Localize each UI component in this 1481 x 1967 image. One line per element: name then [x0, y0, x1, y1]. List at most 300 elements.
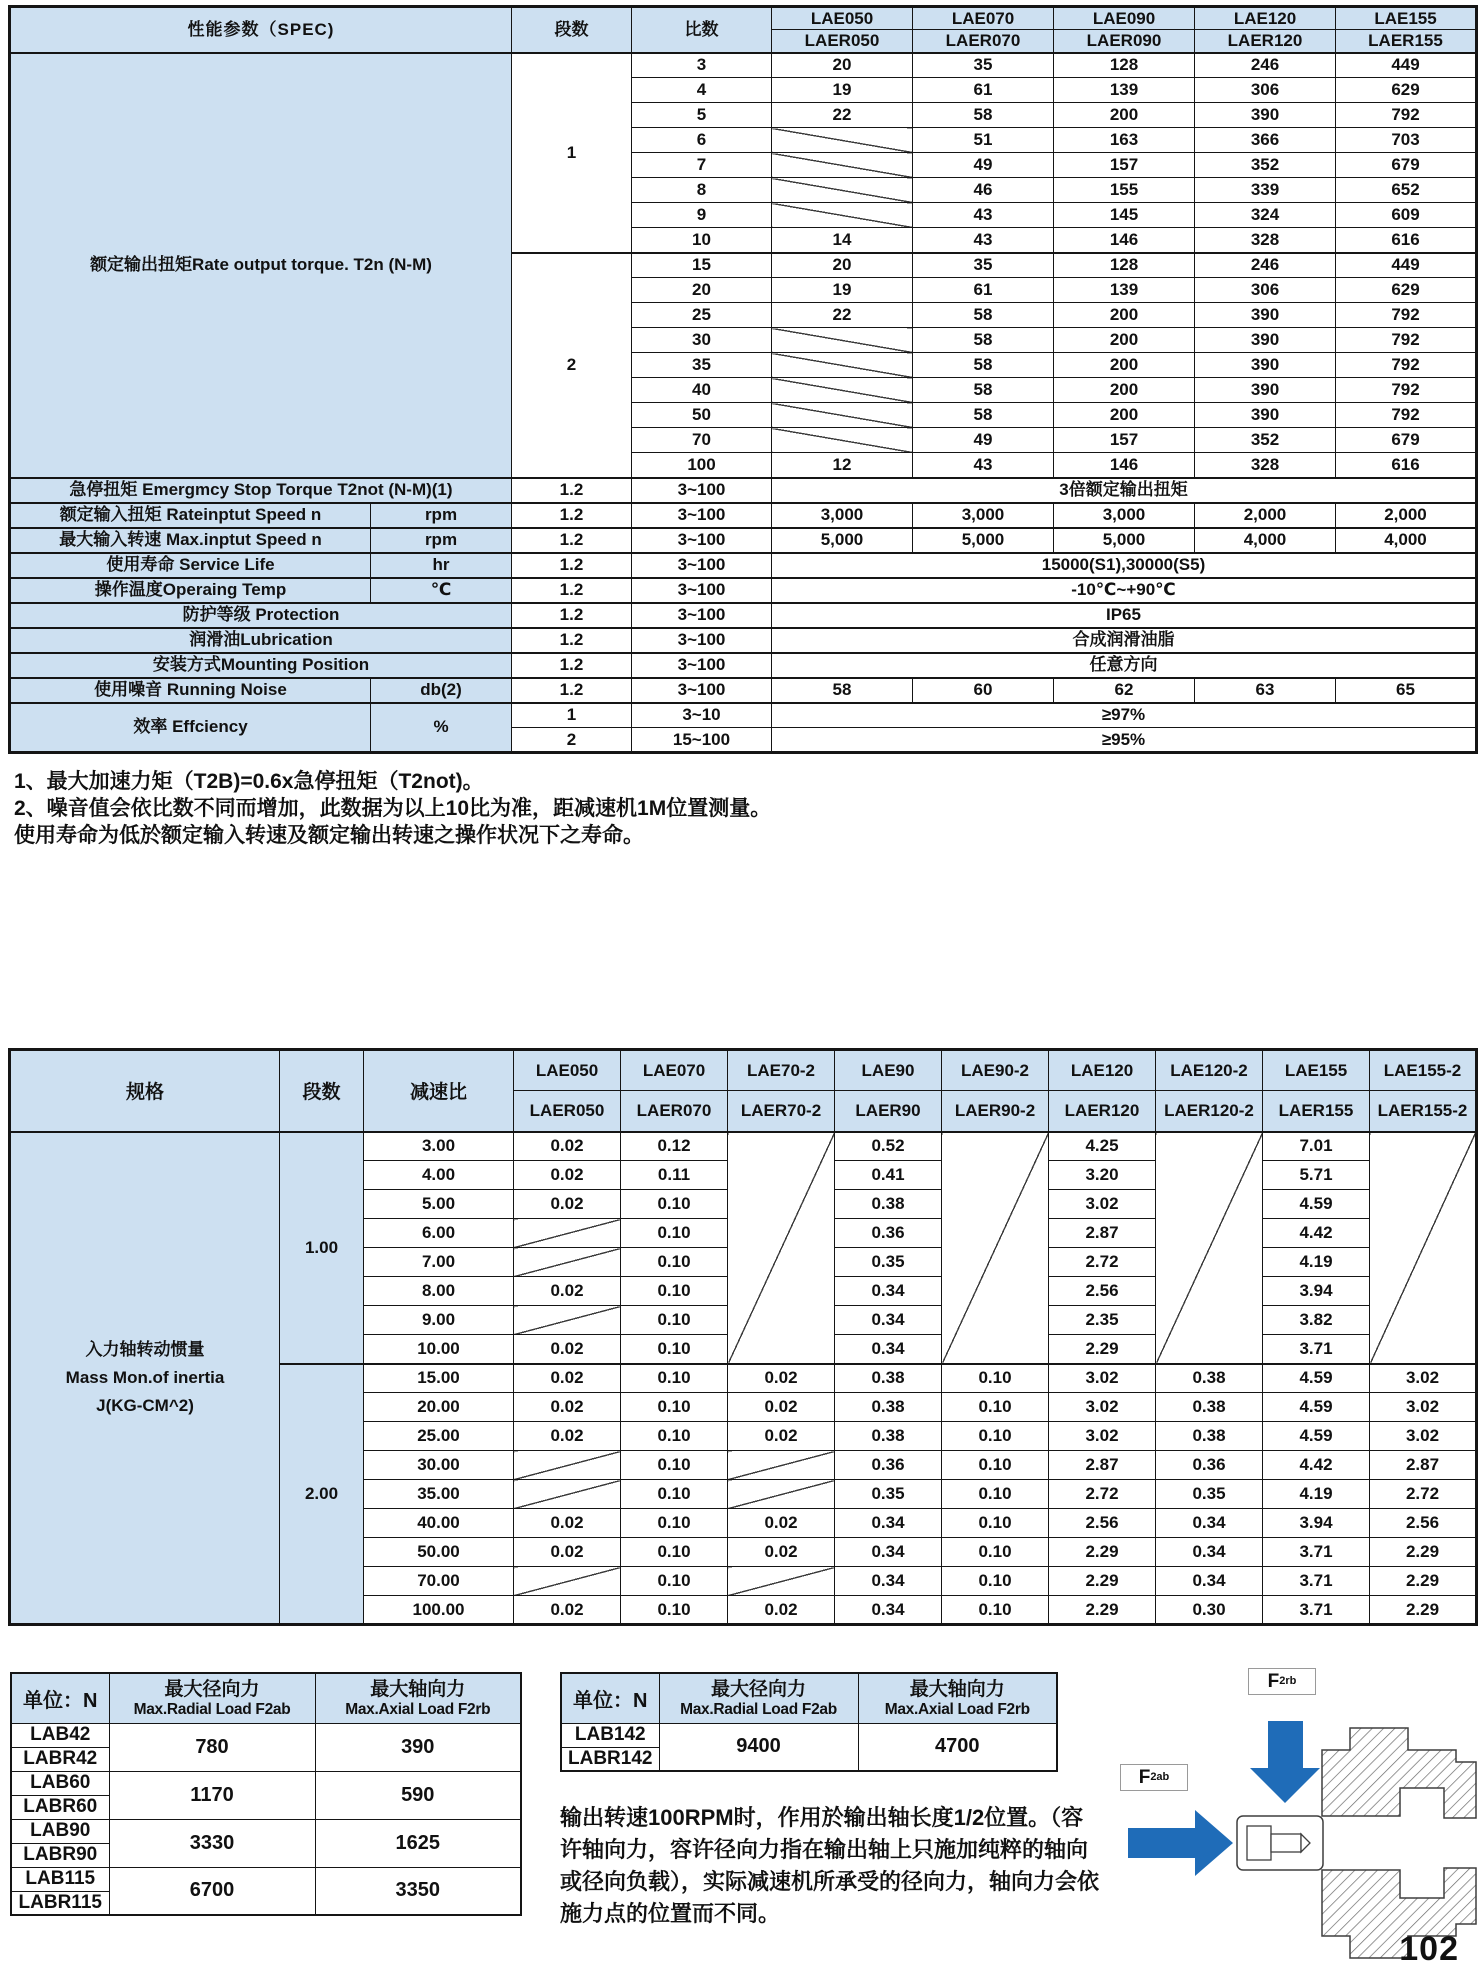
torque-value: 449 [1336, 253, 1477, 278]
inertia-value: 0.02 [514, 1538, 621, 1567]
spec-row [10, 628, 1477, 653]
inertia-value: 0.10 [942, 1538, 1049, 1567]
force-diagram [1100, 1638, 1481, 1967]
empty-slash-cell [728, 1567, 835, 1596]
inertia-value: 0.34 [835, 1277, 942, 1306]
unit-header: 单位：N [11, 1673, 109, 1723]
model-header: LAE155-2 [1370, 1050, 1477, 1091]
ratio-value: 35 [632, 353, 772, 378]
radial-axial-load-table-small [10, 1672, 522, 1916]
torque-value: 792 [1336, 403, 1477, 428]
ratio-value: 3~100 [632, 628, 772, 653]
torque-value: 609 [1336, 203, 1477, 228]
torque-value: 616 [1336, 228, 1477, 253]
torque-value: 58 [913, 403, 1054, 428]
torque-value: 58 [913, 303, 1054, 328]
model-header: LAER120 [1195, 30, 1336, 53]
spec-row [10, 478, 1477, 503]
inertia-label-line: Mass Mon.of inertia [65, 1367, 225, 1387]
torque-value: 352 [1195, 153, 1336, 178]
load-header-row [11, 1673, 521, 1723]
inertia-value: 0.10 [942, 1509, 1049, 1538]
inertia-value: 0.02 [514, 1132, 621, 1161]
inertia-value: 3.02 [1370, 1364, 1477, 1393]
torque-value: 390 [1195, 303, 1336, 328]
model-name: LABR60 [11, 1795, 109, 1819]
empty-slash-cell [772, 178, 913, 203]
stage-value: 1.00 [280, 1132, 364, 1364]
ratio-column-header: 比数 [632, 7, 772, 53]
torque-value: 366 [1195, 128, 1336, 153]
model-name: LAB142 [561, 1723, 659, 1747]
torque-value: 390 [1195, 103, 1336, 128]
torque-value: 19 [772, 78, 913, 103]
inertia-value: 0.38 [835, 1190, 942, 1219]
torque-value: 200 [1054, 103, 1195, 128]
inertia-row [10, 1132, 1477, 1161]
inertia-value: 0.35 [835, 1248, 942, 1277]
inertia-value: 3.71 [1263, 1596, 1370, 1625]
inertia-value: 0.52 [835, 1132, 942, 1161]
inertia-value: 0.34 [835, 1538, 942, 1567]
torque-value: 58 [913, 103, 1054, 128]
f2rb-label [1248, 1668, 1316, 1695]
f2rb-label-sub: 2rb [1279, 1675, 1297, 1687]
empty-slash-cell [772, 328, 913, 353]
shaft-bolt-head [1247, 1826, 1271, 1860]
stage-value: 1.2 [512, 528, 632, 553]
ratio-value: 9.00 [364, 1306, 514, 1335]
inertia-value: 4.25 [1049, 1132, 1156, 1161]
empty-slash-cell [728, 1132, 835, 1364]
spec-value: 3,000 [772, 503, 913, 528]
inertia-value: 2.29 [1370, 1567, 1477, 1596]
axial-load-value: 390 [315, 1723, 521, 1771]
model-name: LAB115 [11, 1867, 109, 1891]
inertia-value: 4.59 [1263, 1393, 1370, 1422]
ratio-value: 3~100 [632, 653, 772, 678]
inertia-value: 0.02 [514, 1393, 621, 1422]
header-zh: 最大径向力 [710, 1678, 806, 1700]
inertia-value: 0.35 [1156, 1480, 1263, 1509]
inertia-value: 2.87 [1370, 1451, 1477, 1480]
inertia-value: 0.10 [621, 1480, 728, 1509]
empty-slash-cell [772, 128, 913, 153]
inertia-value: 3.71 [1263, 1335, 1370, 1364]
torque-value: 652 [1336, 178, 1477, 203]
inertia-value: 0.10 [621, 1451, 728, 1480]
radial-load-value: 780 [109, 1723, 315, 1771]
torque-value: 339 [1195, 178, 1336, 203]
spec-value: 5,000 [1054, 528, 1195, 553]
torque-value: 200 [1054, 328, 1195, 353]
ratio-value: 5.00 [364, 1190, 514, 1219]
inertia-value: 0.10 [621, 1190, 728, 1219]
inertia-value: 0.02 [728, 1393, 835, 1422]
inertia-value: 0.02 [514, 1596, 621, 1625]
torque-value: 20 [772, 53, 913, 78]
empty-slash-cell [728, 1480, 835, 1509]
unit-cell: rpm [371, 528, 512, 553]
torque-value: 49 [913, 153, 1054, 178]
unit-cell: rpm [371, 503, 512, 528]
model-header: LAER120 [1049, 1091, 1156, 1132]
inertia-value: 2.29 [1049, 1596, 1156, 1625]
inertia-value: 0.38 [835, 1364, 942, 1393]
ratio-value: 25 [632, 303, 772, 328]
axial-load-value: 1625 [315, 1819, 521, 1867]
inertia-value: 0.02 [728, 1422, 835, 1451]
torque-value: 679 [1336, 428, 1477, 453]
empty-slash-cell [772, 428, 913, 453]
torque-value: 352 [1195, 428, 1336, 453]
torque-value: 792 [1336, 103, 1477, 128]
ratio-value: 7.00 [364, 1248, 514, 1277]
inertia-value: 0.12 [621, 1132, 728, 1161]
ratio-value: 70.00 [364, 1567, 514, 1596]
ratio-value: 3.00 [364, 1132, 514, 1161]
inertia-value: 2.29 [1370, 1538, 1477, 1567]
spec-value: 2,000 [1195, 503, 1336, 528]
ratio-value: 4 [632, 78, 772, 103]
inertia-value: 2.56 [1370, 1509, 1477, 1538]
model-name: LABR42 [11, 1747, 109, 1771]
torque-value: 43 [913, 228, 1054, 253]
stage-column-header: 段数 [512, 7, 632, 53]
torque-value: 200 [1054, 403, 1195, 428]
spec-merged-value: ≥97% [772, 703, 1477, 728]
inertia-value: 0.38 [1156, 1364, 1263, 1393]
inertia-value: 4.59 [1263, 1422, 1370, 1451]
spec-header-row [10, 7, 1477, 30]
axial-load-header [315, 1673, 521, 1723]
inertia-value: 2.56 [1049, 1277, 1156, 1306]
inertia-value: 2.29 [1049, 1567, 1156, 1596]
torque-value: 163 [1054, 128, 1195, 153]
torque-value: 58 [913, 328, 1054, 353]
inertia-value: 0.02 [728, 1364, 835, 1393]
empty-slash-cell [514, 1248, 621, 1277]
spec-value: 2,000 [1336, 503, 1477, 528]
torque-value: 306 [1195, 278, 1336, 303]
empty-slash-cell [514, 1480, 621, 1509]
header-en: Max.Radial Load F2ab [680, 1700, 837, 1718]
inertia-value: 2.72 [1370, 1480, 1477, 1509]
inertia-value: 0.02 [728, 1509, 835, 1538]
torque-value: 20 [772, 253, 913, 278]
inertia-value: 3.02 [1370, 1393, 1477, 1422]
spec-row [10, 528, 1477, 553]
model-header: LAE90 [835, 1050, 942, 1091]
ratio-value: 25.00 [364, 1422, 514, 1451]
empty-slash-cell [1370, 1132, 1477, 1364]
spec-row [10, 553, 1477, 578]
inertia-value: 4.42 [1263, 1451, 1370, 1480]
model-header: LAER155 [1336, 30, 1477, 53]
spec-row [10, 653, 1477, 678]
inertia-value: 7.01 [1263, 1132, 1370, 1161]
inertia-value: 0.10 [942, 1364, 1049, 1393]
spec-merged-value: 合成润滑油脂 [772, 628, 1477, 653]
torque-value: 46 [913, 178, 1054, 203]
inertia-value: 0.10 [621, 1393, 728, 1422]
ratio-value: 35.00 [364, 1480, 514, 1509]
ratio-value: 3 [632, 53, 772, 78]
inertia-value: 4.59 [1263, 1190, 1370, 1219]
inertia-value: 0.10 [621, 1277, 728, 1306]
torque-section-label: 额定输出扭矩Rate output torque. T2n (N-M) [10, 53, 512, 478]
empty-slash-cell [772, 353, 913, 378]
ratio-value: 6.00 [364, 1219, 514, 1248]
stage-value: 1.2 [512, 628, 632, 653]
model-header: LAE090 [1054, 7, 1195, 30]
inertia-value: 4.19 [1263, 1248, 1370, 1277]
inertia-value: 2.29 [1049, 1538, 1156, 1567]
spec-value: 65 [1336, 678, 1477, 703]
model-header: LAE070 [621, 1050, 728, 1091]
ratio-value: 50 [632, 403, 772, 428]
f2ab-force-arrow-right-icon [1128, 1810, 1233, 1876]
model-header: LAER90 [835, 1091, 942, 1132]
inertia-value: 0.10 [942, 1451, 1049, 1480]
spec-merged-value: 3倍额定输出扭矩 [772, 478, 1477, 503]
inertia-value: 0.10 [621, 1538, 728, 1567]
inertia-value: 2.29 [1370, 1596, 1477, 1625]
radial-load-value: 3330 [109, 1819, 315, 1867]
stage-value: 2.00 [280, 1364, 364, 1625]
inertia-value: 4.59 [1263, 1364, 1370, 1393]
inertia-value: 2.72 [1049, 1248, 1156, 1277]
empty-slash-cell [514, 1567, 621, 1596]
torque-value: 390 [1195, 403, 1336, 428]
inertia-value: 0.34 [835, 1596, 942, 1625]
ratio-value: 7 [632, 153, 772, 178]
spec-merged-value: -10℃~+90℃ [772, 578, 1477, 603]
torque-value: 139 [1054, 78, 1195, 103]
inertia-section-label [10, 1132, 280, 1625]
inertia-value: 0.10 [621, 1335, 728, 1364]
ratio-column-header: 减速比 [364, 1050, 514, 1132]
ratio-value: 6 [632, 128, 772, 153]
spec-label: 润滑油Lubrication [10, 628, 512, 653]
torque-value: 22 [772, 303, 913, 328]
axial-load-value: 3350 [315, 1867, 521, 1915]
f2rb-label-main: F [1267, 1670, 1280, 1692]
stage-value: 1 [512, 53, 632, 253]
f2ab-label-main: F [1138, 1766, 1151, 1788]
ratio-value: 15~100 [632, 728, 772, 753]
torque-value: 246 [1195, 253, 1336, 278]
torque-row [10, 53, 1477, 78]
radial-load-value: 9400 [659, 1723, 858, 1771]
model-header: LAER050 [514, 1091, 621, 1132]
inertia-value: 3.02 [1049, 1422, 1156, 1451]
inertia-value: 0.10 [942, 1567, 1049, 1596]
torque-value: 328 [1195, 228, 1336, 253]
inertia-value: 0.36 [835, 1219, 942, 1248]
model-header: LAE120 [1195, 7, 1336, 30]
radial-load-header [109, 1673, 315, 1723]
model-name: LAB90 [11, 1819, 109, 1843]
inertia-value: 3.94 [1263, 1509, 1370, 1538]
load-row [11, 1723, 521, 1747]
inertia-value: 0.10 [621, 1248, 728, 1277]
ratio-value: 9 [632, 203, 772, 228]
ratio-value: 30.00 [364, 1451, 514, 1480]
header-en: Max.Radial Load F2ab [133, 1700, 291, 1718]
ratio-value: 20 [632, 278, 772, 303]
inertia-value: 3.20 [1049, 1161, 1156, 1190]
flange-top-section [1322, 1728, 1476, 1818]
note-line: 1、最大加速力矩（T2B)=0.6x急停扭矩（T2not)。 [14, 770, 484, 793]
model-header: LAE70-2 [728, 1050, 835, 1091]
torque-value: 200 [1054, 303, 1195, 328]
f2ab-label-sub: 2ab [1150, 1771, 1170, 1783]
inertia-value: 0.38 [835, 1393, 942, 1422]
inertia-value: 0.10 [621, 1596, 728, 1625]
model-header: LAER070 [621, 1091, 728, 1132]
spec-value: 4,000 [1336, 528, 1477, 553]
torque-value: 43 [913, 203, 1054, 228]
model-header: LAER155 [1263, 1091, 1370, 1132]
empty-slash-cell [772, 203, 913, 228]
model-header: LAE050 [772, 7, 913, 30]
torque-value: 449 [1336, 53, 1477, 78]
note-line: 2、噪音值会依比数不同而增加，此数据为以上10比为准，距减速机1M位置测量。 [14, 797, 772, 820]
spec-value: 63 [1195, 678, 1336, 703]
inertia-value: 2.87 [1049, 1451, 1156, 1480]
ratio-value: 3~100 [632, 578, 772, 603]
header-zh: 最大径向力 [164, 1678, 260, 1700]
inertia-value: 2.35 [1049, 1306, 1156, 1335]
inertia-value: 0.34 [835, 1509, 942, 1538]
spec-label: 使用寿命 Service Life [10, 553, 371, 578]
inertia-value: 0.34 [1156, 1538, 1263, 1567]
model-header: LAE155 [1263, 1050, 1370, 1091]
stage-value: 2 [512, 728, 632, 753]
empty-slash-cell [772, 403, 913, 428]
model-header: LAE050 [514, 1050, 621, 1091]
ratio-value: 15.00 [364, 1364, 514, 1393]
torque-value: 390 [1195, 328, 1336, 353]
inertia-value: 0.02 [514, 1335, 621, 1364]
spec-label: 额定输入扭矩 Rateinptut Speed n [10, 503, 371, 528]
spec-table [8, 5, 1478, 754]
ratio-value: 50.00 [364, 1538, 514, 1567]
inertia-value: 0.38 [835, 1422, 942, 1451]
torque-value: 58 [913, 353, 1054, 378]
torque-value: 12 [772, 453, 913, 478]
axial-load-value: 590 [315, 1771, 521, 1819]
torque-value: 157 [1054, 428, 1195, 453]
stage-value: 2 [512, 253, 632, 478]
model-header: LAER120-2 [1156, 1091, 1263, 1132]
torque-value: 703 [1336, 128, 1477, 153]
unit-cell: db(2) [371, 678, 512, 703]
ratio-value: 30 [632, 328, 772, 353]
ratio-value: 3~100 [632, 503, 772, 528]
spec-value: 3,000 [913, 503, 1054, 528]
torque-value: 51 [913, 128, 1054, 153]
inertia-value: 0.36 [1156, 1451, 1263, 1480]
inertia-value: 0.02 [514, 1509, 621, 1538]
model-header: LAE90-2 [942, 1050, 1049, 1091]
ratio-value: 15 [632, 253, 772, 278]
model-header: LAER090 [1054, 30, 1195, 53]
inertia-value: 0.35 [835, 1480, 942, 1509]
model-header: LAER070 [913, 30, 1054, 53]
inertia-value: 0.10 [942, 1596, 1049, 1625]
inertia-value: 0.02 [728, 1538, 835, 1567]
inertia-label-line: J(KG-CM^2) [96, 1395, 194, 1415]
inertia-value: 0.02 [514, 1364, 621, 1393]
header-zh: 最大轴向力 [909, 1678, 1005, 1700]
f2ab-label [1120, 1764, 1188, 1791]
spec-value: 60 [913, 678, 1054, 703]
inertia-value: 0.10 [942, 1422, 1049, 1451]
torque-value: 58 [913, 378, 1054, 403]
inertia-value: 0.30 [1156, 1596, 1263, 1625]
model-header: LAE155 [1336, 7, 1477, 30]
model-header: LAE120-2 [1156, 1050, 1263, 1091]
spec-row [10, 578, 1477, 603]
unit-cell: % [371, 703, 512, 753]
inertia-value: 2.72 [1049, 1480, 1156, 1509]
inertia-value: 3.94 [1263, 1277, 1370, 1306]
spec-row [10, 503, 1477, 528]
ratio-value: 8 [632, 178, 772, 203]
ratio-value: 70 [632, 428, 772, 453]
torque-value: 246 [1195, 53, 1336, 78]
spec-value: 58 [772, 678, 913, 703]
model-name: LAB60 [11, 1771, 109, 1795]
spec-value: 5,000 [772, 528, 913, 553]
spec-label: 防护等级 Protection [10, 603, 512, 628]
torque-value: 324 [1195, 203, 1336, 228]
inertia-value: 0.11 [621, 1161, 728, 1190]
header-en: Max.Axial Load F2rb [884, 1700, 1030, 1718]
load-row [11, 1867, 521, 1891]
spec-label: 安装方式Mounting Position [10, 653, 512, 678]
ratio-value: 3~100 [632, 478, 772, 503]
torque-value: 328 [1195, 453, 1336, 478]
empty-slash-cell [772, 378, 913, 403]
torque-value: 306 [1195, 78, 1336, 103]
inertia-value: 3.02 [1049, 1364, 1156, 1393]
inertia-table-title: 规格 [10, 1050, 280, 1132]
ratio-value: 100.00 [364, 1596, 514, 1625]
inertia-value: 5.71 [1263, 1161, 1370, 1190]
empty-slash-cell [514, 1219, 621, 1248]
torque-value: 155 [1054, 178, 1195, 203]
torque-value: 679 [1336, 153, 1477, 178]
ratio-value: 3~100 [632, 603, 772, 628]
torque-value: 792 [1336, 328, 1477, 353]
spec-row [10, 603, 1477, 628]
ratio-value: 5 [632, 103, 772, 128]
spec-value: 62 [1054, 678, 1195, 703]
torque-value: 128 [1054, 53, 1195, 78]
axial-load-value: 4700 [858, 1723, 1057, 1771]
stage-value: 1.2 [512, 478, 632, 503]
spec-table-title: 性能参数（SPEC) [10, 7, 512, 53]
load-row [11, 1819, 521, 1843]
empty-slash-cell [514, 1306, 621, 1335]
torque-value: 200 [1054, 353, 1195, 378]
spec-merged-value: ≥95% [772, 728, 1477, 753]
torque-value: 157 [1054, 153, 1195, 178]
torque-value: 49 [913, 428, 1054, 453]
